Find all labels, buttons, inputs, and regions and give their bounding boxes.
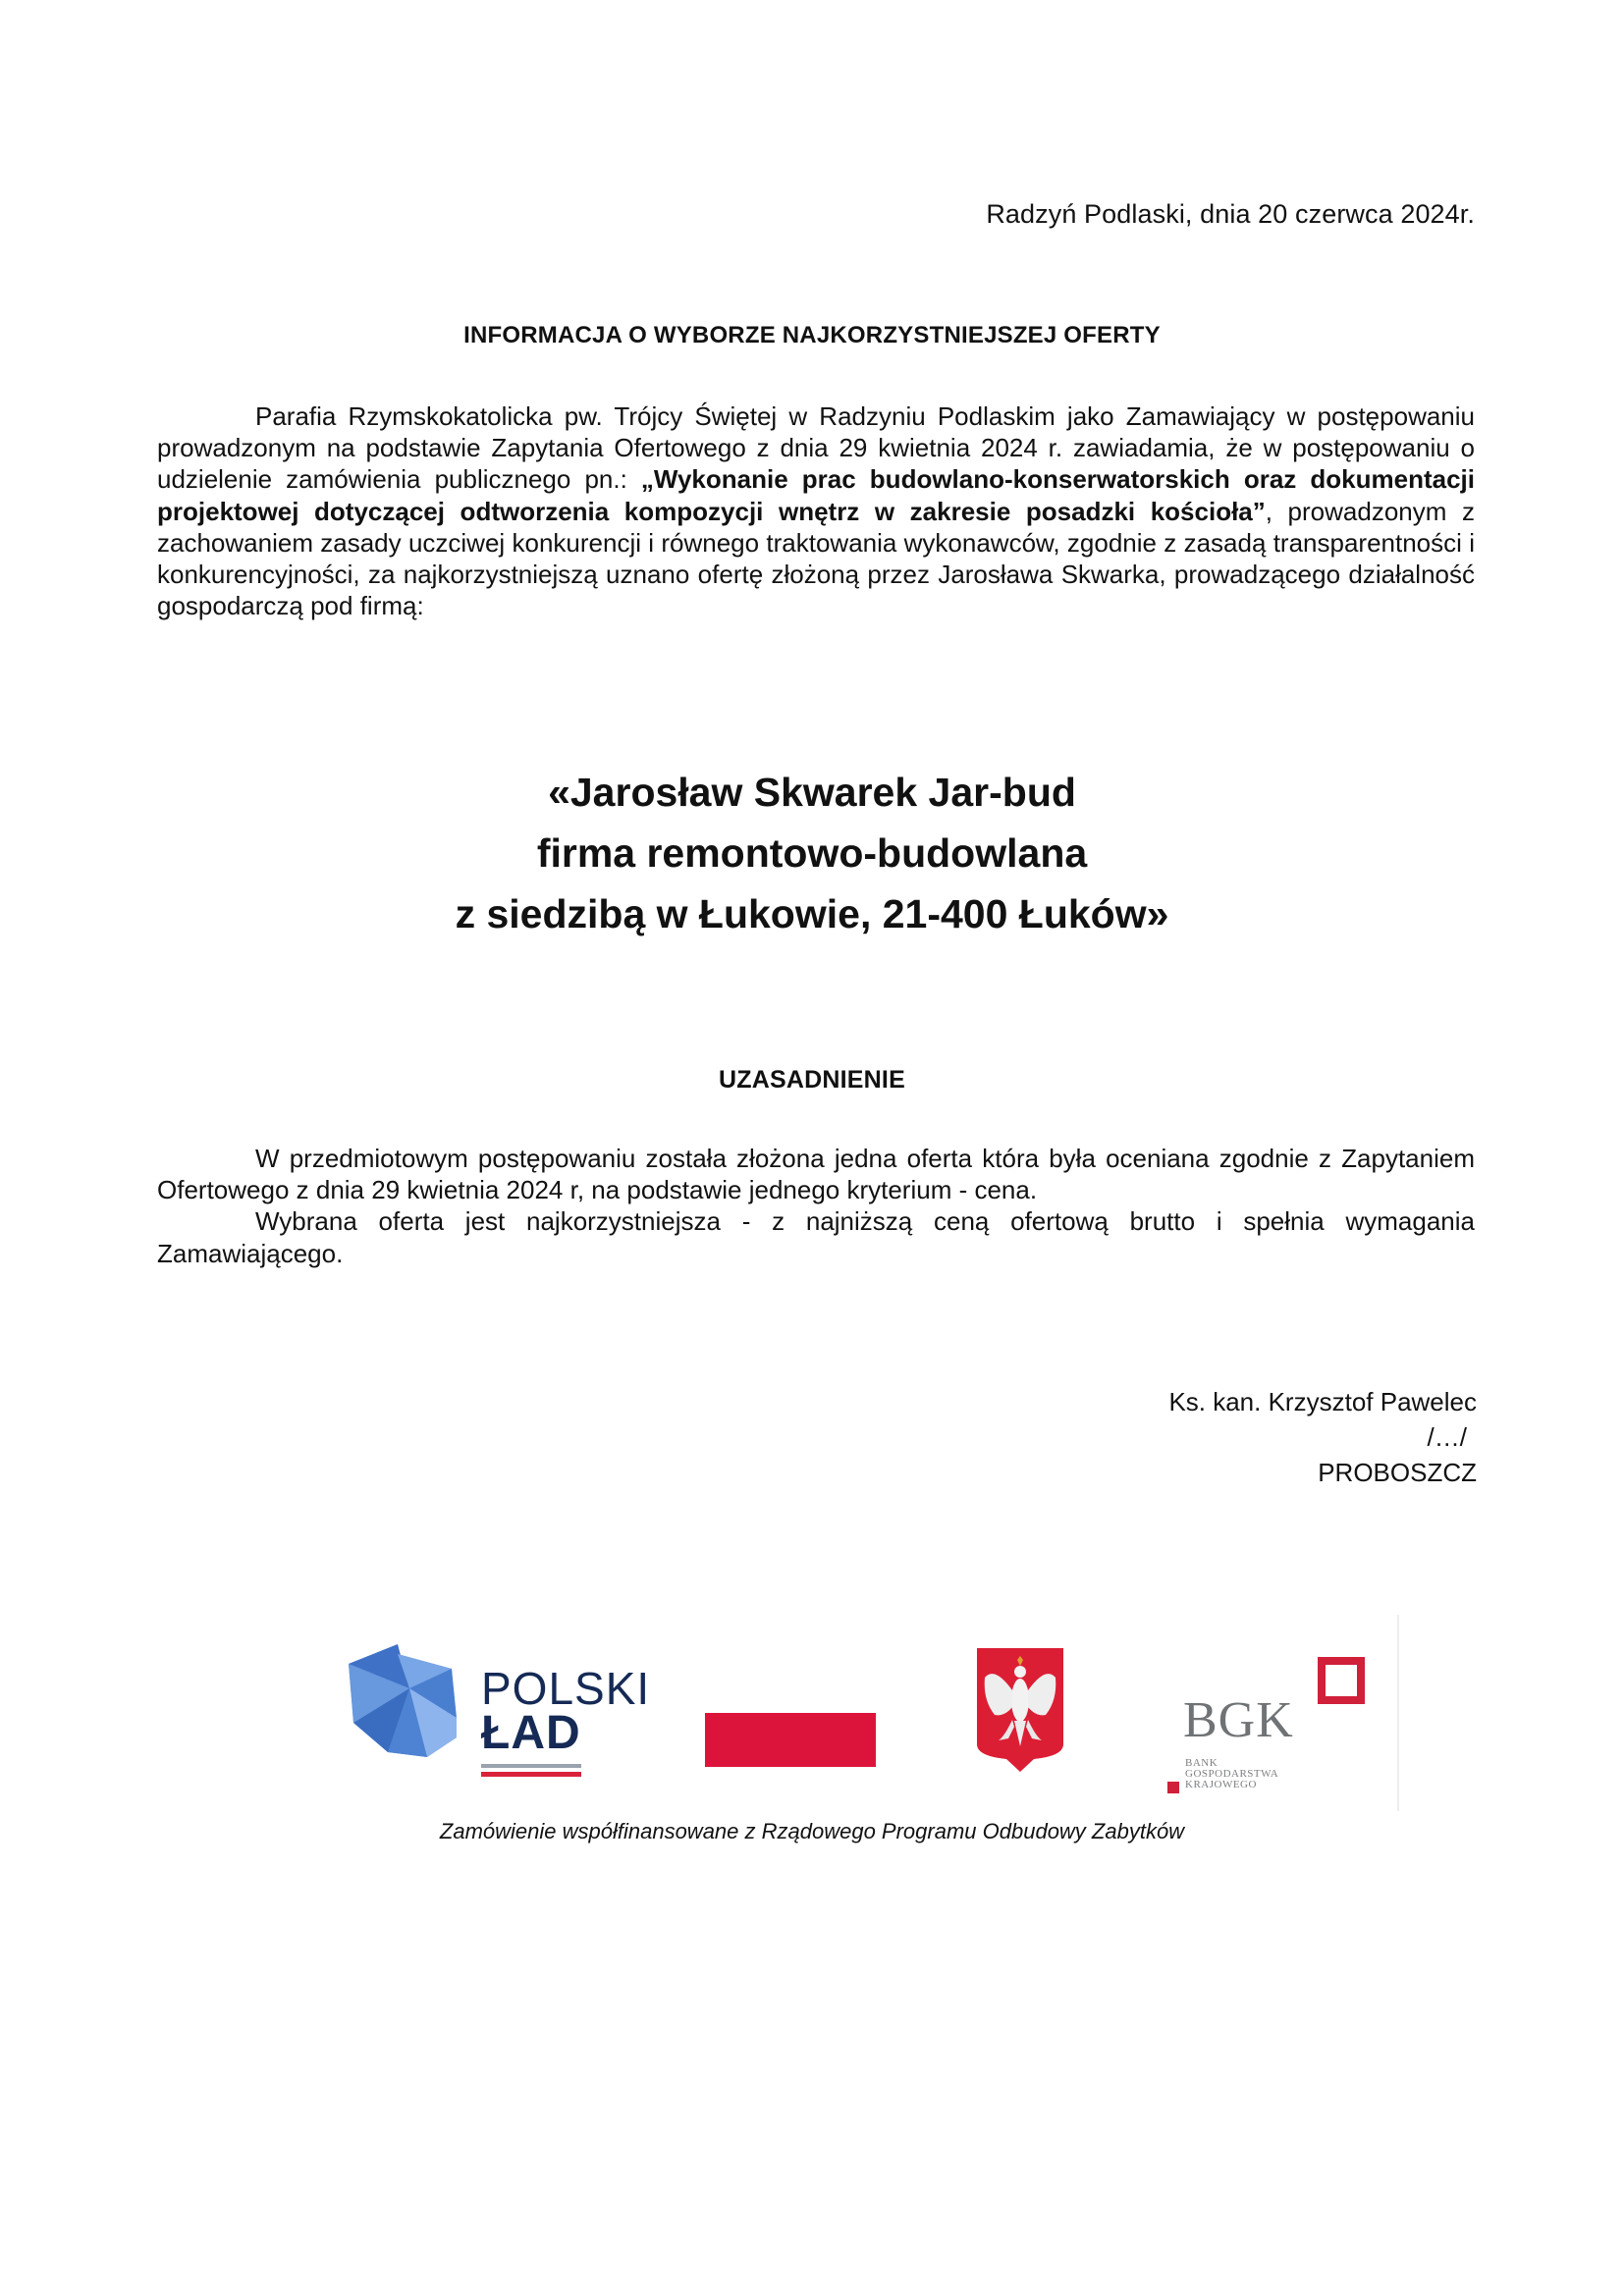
document-title: INFORMACJA O WYBORZE NAJKORZYSTNIEJSZEJ OFERTY bbox=[463, 322, 1161, 348]
bgk-sub-line-2: KRAJOWEGO bbox=[1185, 1779, 1257, 1790]
justification-text bbox=[157, 1143, 1475, 1269]
signatory-name: Ks. kan. Krzysztof Pawelec bbox=[1168, 1387, 1477, 1416]
bgk-dot-icon bbox=[1167, 1782, 1179, 1793]
bgk-letters: BGK bbox=[1183, 1692, 1294, 1748]
polski-lad-bars bbox=[481, 1764, 581, 1777]
paragraph-intro: Parafia Rzymskokatolicka pw. Trójcy Świętej w Radzyniu Podlaskim jako Zamawiający w postępowaniu prowadzonym na podstawie Zapytania Ofertowego z dnia 29 kwietnia 2024 r. zawiadamia, że w postępowaniu o udzielenie zamówienia publicznego pn.: bbox=[157, 401, 1475, 495]
logo-divider bbox=[1397, 1615, 1399, 1811]
justification-title: UZASADNIENIE bbox=[719, 1066, 905, 1094]
company-line-2: firma remontowo-budowlana bbox=[536, 830, 1088, 876]
place-and-date: Radzyń Podlaski, dnia 20 czerwca 2024r. bbox=[986, 199, 1475, 229]
company-line-3: z siedzibą w Łukowie, 21-400 Łuków» bbox=[455, 891, 1169, 936]
bgk-sub-line-1: BANK GOSPODARSTWA bbox=[1185, 1757, 1279, 1780]
cofinancing-note: Zamówienie współfinansowane z Rządowego Programu Odbudowy Zabytków bbox=[439, 1819, 1185, 1843]
polski-lad-line-1: POLSKI bbox=[481, 1663, 651, 1714]
polski-lad-wordmark bbox=[481, 1663, 651, 1759]
justification-paragraph-1: W przedmiotowym postępowaniu została złożona jedna oferta która była oceniana zgodnie z Zapytaniem Ofertowego z dnia 29 kwietnia 2024 r, na podstawie jednego kryterium - cena. bbox=[157, 1144, 1475, 1205]
selected-company bbox=[0, 762, 1624, 944]
justification-paragraph-2: Wybrana oferta jest najkorzystniejsza - z najniższą ceną ofertową brutto i spełnia wymagania Zamawiającego. bbox=[157, 1206, 1475, 1268]
bgk-fullname bbox=[1185, 1758, 1278, 1790]
polish-emblem bbox=[975, 1646, 1065, 1779]
polski-lad-map-icon bbox=[349, 1644, 461, 1762]
company-line-1: «Jarosław Skwarek Jar-bud bbox=[548, 770, 1076, 815]
signature-mark: /…/ bbox=[1427, 1422, 1467, 1452]
polish-flag bbox=[705, 1713, 876, 1767]
signature-block bbox=[1168, 1384, 1477, 1490]
bgk-square-icon bbox=[1318, 1657, 1365, 1704]
signatory-role: PROBOSZCZ bbox=[1318, 1458, 1477, 1487]
white-eagle-icon bbox=[975, 1646, 1065, 1774]
project-name: „Wykonanie prac budowlano-konserwatorskich oraz dokumentacji projektowej dotyczącej odtworzenia kompozycji wnętrz w zakresie posadzki kościoła” bbox=[157, 464, 1475, 526]
polski-lad-line-2: ŁAD bbox=[481, 1707, 581, 1759]
funding-logos bbox=[349, 1615, 1404, 1806]
polski-lad-logo bbox=[349, 1644, 651, 1767]
paragraph-rest: , prowadzonym z zachowaniem zasady uczciwej konkurencji i równego traktowania wykonawców, zgodnie z zasadą transparentności i konkurencyjności, za najkorzystniejszą uznano ofertę złożoną przez Jarosława Skwarka, prowadzącego działalność gospodarczą pod firmą: bbox=[157, 496, 1475, 621]
main-paragraph bbox=[157, 400, 1475, 621]
